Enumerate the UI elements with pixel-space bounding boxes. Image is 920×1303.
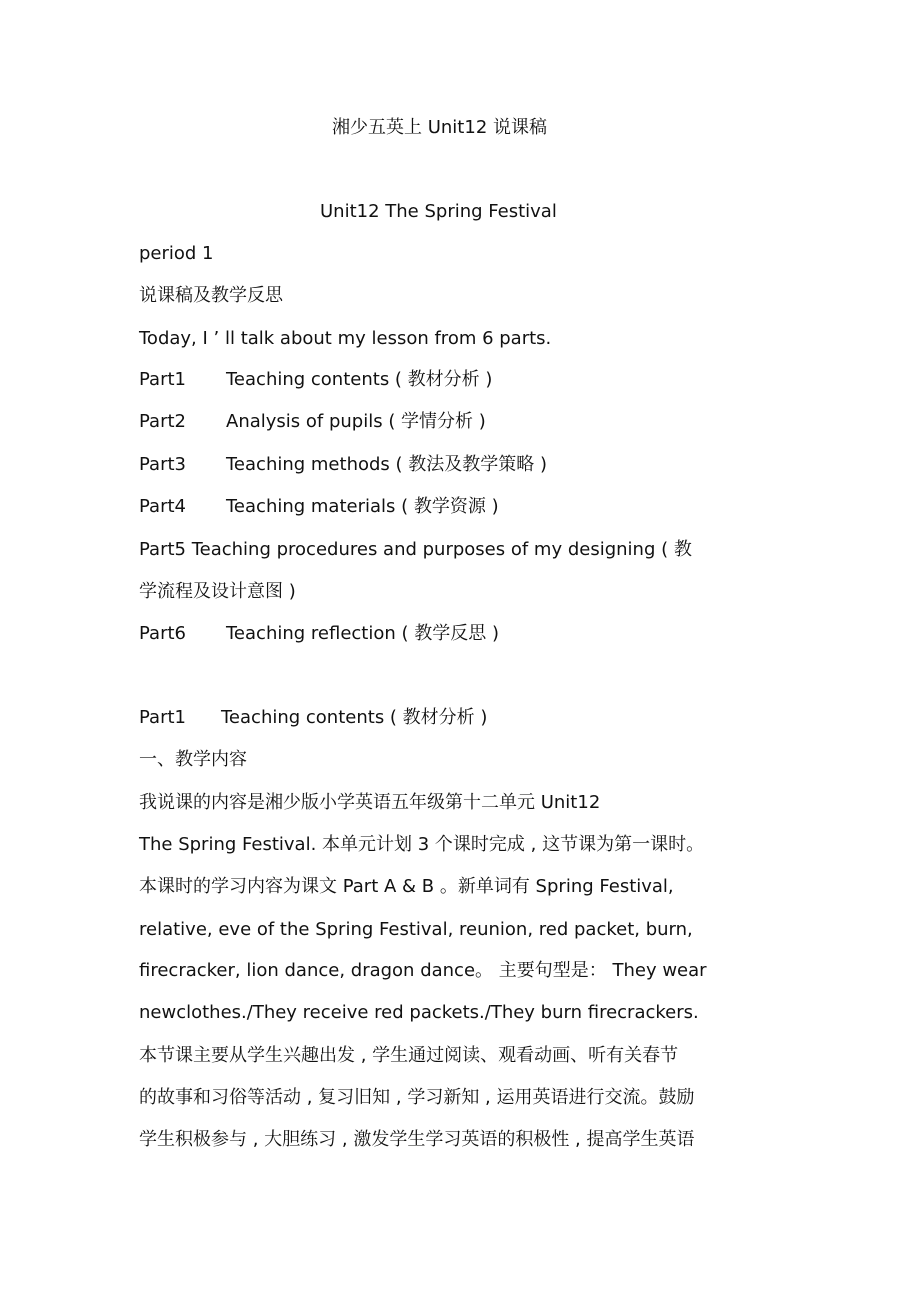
part-label: Part2 (139, 411, 186, 432)
part-item (139, 410, 486, 434)
part-text: Analysis of pupils ( 学情分析 ) (226, 411, 486, 432)
intro-text: Today, I ’ ll talk about my lesson from 6 parts. (139, 328, 552, 349)
paragraph-line: relative, eve of the Spring Festival, reunion, red packet, burn, (139, 919, 693, 940)
part5-line1: Part5 Teaching procedures and purposes of my designing ( 教 (139, 539, 692, 560)
section-heading (139, 706, 487, 730)
part-item (139, 495, 499, 519)
paragraph-line: firecracker, lion dance, dragon dance。 主要句型是： They wear (139, 960, 707, 981)
part-text: Teaching contents ( 教材分析 ) (226, 369, 493, 390)
paragraph-line: newclothes./They receive red packets./They burn firecrackers. (139, 1002, 699, 1023)
subheading: 一、教学内容 (139, 749, 247, 770)
part-item (139, 453, 547, 477)
paragraph-line: 学生积极参与 , 大胆练习 , 激发学生学习英语的积极性 , 提高学生英语 (139, 1129, 695, 1150)
part-label: Part4 (139, 496, 186, 517)
paragraph-line: 本课时的学习内容为课文 Part A & B 。新单词有 Spring Festival, (139, 876, 674, 897)
part-label: Part1 (139, 369, 186, 390)
part-label: Part3 (139, 454, 186, 475)
reflection-heading: 说课稿及教学反思 (139, 285, 283, 306)
part-item (139, 368, 492, 392)
part-text: Teaching methods ( 教法及教学策略 ) (226, 454, 548, 475)
period-label: period 1 (139, 243, 214, 264)
paragraph-line: 的故事和习俗等活动 , 复习旧知 , 学习新知 , 运用英语进行交流。鼓励 (139, 1087, 695, 1108)
part-text: Teaching reflection ( 教学反思 ) (226, 623, 499, 644)
section-label: Part1 (139, 707, 186, 728)
paragraph-line: 本节课主要从学生兴趣出发 , 学生通过阅读、观看动画、听有关春节 (139, 1045, 679, 1066)
document-title: 湘少五英上 Unit12 说课稿 (332, 117, 547, 138)
part5-line2: 学流程及设计意图 ) (139, 581, 296, 602)
part-text: Teaching materials ( 教学资源 ) (226, 496, 499, 517)
section-text: Teaching contents ( 教材分析 ) (221, 707, 488, 728)
paragraph-line: The Spring Festival. 本单元计划 3 个课时完成 , 这节课为第一课时。 (139, 834, 705, 855)
document-subtitle: Unit12 The Spring Festival (320, 201, 557, 222)
part-item (139, 622, 499, 646)
part-label: Part6 (139, 623, 186, 644)
paragraph-line: 我说课的内容是湘少版小学英语五年级第十二单元 Unit12 (139, 792, 601, 813)
